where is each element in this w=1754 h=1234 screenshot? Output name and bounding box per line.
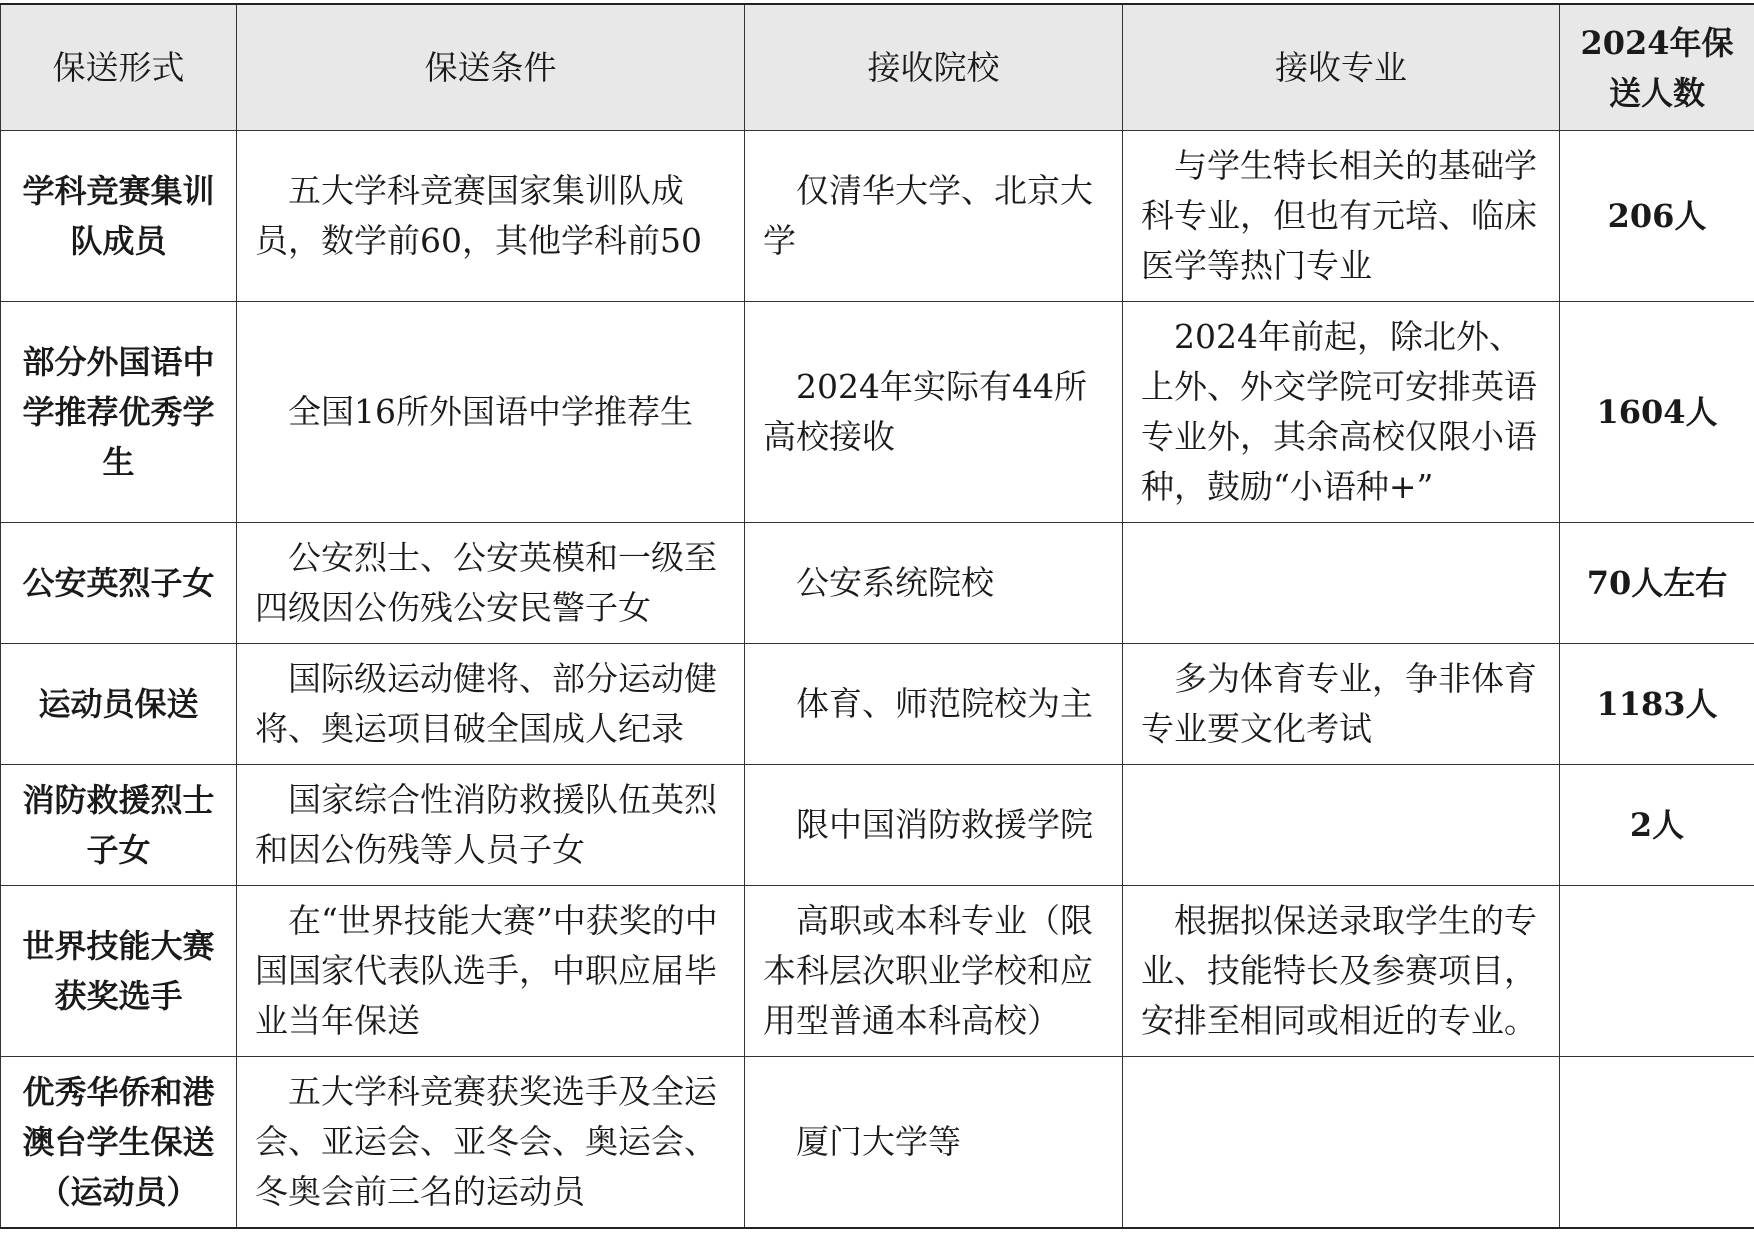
cell-major: 与学生特长相关的基础学科专业，但也有元培、临床医学等热门专业 [1123,131,1560,302]
cell-form: 学科竞赛集训队成员 [1,131,237,302]
cell-condition: 国家综合性消防救援队伍英烈和因公伤残等人员子女 [237,765,745,886]
recommendation-admission-table [0,3,1754,1229]
cell-condition: 全国16所外国语中学推荐生 [237,302,745,523]
cell-count: 206人 [1560,131,1754,302]
cell-condition: 五大学科竞赛获奖选手及全运会、亚运会、亚冬会、奥运会、冬奥会前三名的运动员 [237,1057,745,1229]
cell-major: 根据拟保送录取学生的专业、技能特长及参赛项目，安排至相同或相近的专业。 [1123,886,1560,1057]
cell-school: 高职或本科专业（限本科层次职业学校和应用型普通本科高校） [745,886,1123,1057]
cell-form: 部分外国语中学推荐优秀学生 [1,302,237,523]
table-row [1,886,1754,1057]
table-row [1,765,1754,886]
cell-form: 世界技能大赛获奖选手 [1,886,237,1057]
cell-school: 仅清华大学、北京大学 [745,131,1123,302]
cell-school: 厦门大学等 [745,1057,1123,1229]
cell-form: 消防救援烈士子女 [1,765,237,886]
cell-count: 2人 [1560,765,1754,886]
table-row [1,644,1754,765]
cell-school: 公安系统院校 [745,523,1123,644]
cell-count: 70人左右 [1560,523,1754,644]
table-row [1,131,1754,302]
cell-form: 运动员保送 [1,644,237,765]
header-form: 保送形式 [1,4,237,131]
cell-school: 限中国消防救援学院 [745,765,1123,886]
cell-major [1123,523,1560,644]
cell-major: 多为体育专业，争非体育专业要文化考试 [1123,644,1560,765]
table-row [1,302,1754,523]
cell-school: 体育、师范院校为主 [745,644,1123,765]
cell-condition: 公安烈士、公安英模和一级至四级因公伤残公安民警子女 [237,523,745,644]
table-row [1,1057,1754,1229]
cell-condition: 在“世界技能大赛”中获奖的中国国家代表队选手，中职应届毕业当年保送 [237,886,745,1057]
header-major: 接收专业 [1123,4,1560,131]
header-count: 2024年保送人数 [1560,4,1754,131]
cell-condition: 国际级运动健将、部分运动健将、奥运项目破全国成人纪录 [237,644,745,765]
cell-form: 公安英烈子女 [1,523,237,644]
header-row [1,4,1754,131]
cell-count: 1604人 [1560,302,1754,523]
cell-form: 优秀华侨和港澳台学生保送（运动员） [1,1057,237,1229]
cell-count [1560,1057,1754,1229]
table-row [1,523,1754,644]
cell-count: 1183人 [1560,644,1754,765]
cell-count [1560,886,1754,1057]
cell-major [1123,765,1560,886]
cell-major [1123,1057,1560,1229]
cell-major: 2024年前起，除北外、上外、外交学院可安排英语专业外，其余高校仅限小语种，鼓励“小语种+” [1123,302,1560,523]
cell-condition: 五大学科竞赛国家集训队成员，数学前60，其他学科前50 [237,131,745,302]
header-school: 接收院校 [745,4,1123,131]
cell-school: 2024年实际有44所高校接收 [745,302,1123,523]
header-condition: 保送条件 [237,4,745,131]
